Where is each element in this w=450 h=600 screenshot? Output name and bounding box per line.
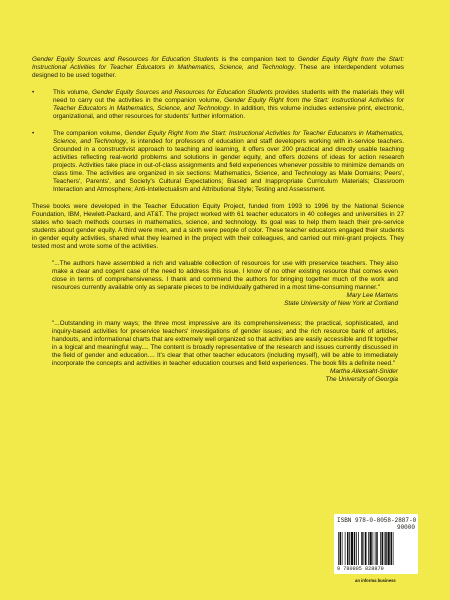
barcode-stripe [356, 532, 357, 565]
barcode-stripe [338, 532, 339, 565]
barcode-stripe [376, 532, 378, 565]
quote-text: "...The authors have assembled a rich and valuable collection of resources for use with preservice teachers. They also make a clear and cogent case of the need to address this issue. I know of no other existing resource that comes even close in terms of comprehensiveness. I thank and commend the authors for bringing together much of the work and resources currently available only as separate pieces to be individually gathered in a most time-consuming manner." [52, 260, 398, 291]
barcode-stripe [384, 532, 385, 565]
barcode-stripe [368, 532, 369, 565]
bullet-marker: • [32, 89, 35, 96]
bullet-text-part: . In addition, this volume includes extensive print, electronic, organizational, and other resources for students' further information. [53, 105, 404, 120]
bullet-text-part: provides students with the materials they will need to carry out the activities in the companion volume, [53, 89, 404, 104]
review-quote-2 [52, 320, 398, 384]
barcode-stripe [380, 532, 381, 565]
intro-text-1: is the companion text to [218, 56, 298, 63]
barcode-stripe [358, 532, 359, 565]
quote-author: Martha Allexsaht-Snider [330, 368, 398, 375]
isbn-barcode [334, 514, 418, 574]
barcode-stripe [375, 532, 376, 565]
bullet-companion-volume [32, 130, 404, 194]
bullet-book-title: Gender Equity Sources and Resources for Education Students [91, 89, 273, 96]
quote-text: "...Outstanding in many ways; the three most impressive are its comprehensiveness; the practical, sophisticated, and inquiry-based activities for preservice teachers' investigations of gender issues; and the rich resource bank of articles, handouts, and informational charts that are extremely well organized so that activities are easily accessible and fit together in a logical and meaningful way.... The content is broadly representative of the research and issues currently discussed in the field of gender and education.... It's clear that other teacher educators (including myself), will be able to immediately incorporate the concepts and activities in teacher education courses and field experiences. The book fills a definite need." [52, 320, 398, 367]
bullet-this-volume [32, 89, 404, 121]
bullet-text [53, 89, 404, 121]
price-code: 90000 [396, 524, 415, 531]
barcode-stripe [349, 532, 350, 565]
quote-affiliation: The University of Georgia [325, 376, 398, 383]
barcode-stripe [382, 532, 384, 565]
quote-author: Mary Lee Martens [346, 292, 398, 299]
barcode-stripe [345, 532, 346, 565]
intro-title-1: Gender Equity Sources and Resources for Education Students [32, 56, 219, 63]
barcode-digits: 9 780805 828870 [337, 566, 384, 572]
barcode-bars [338, 532, 414, 565]
barcode-stripe [347, 532, 349, 565]
publisher-tagline: an informa business [355, 578, 396, 583]
bullet-book-title: Gender Equity Right from the Start: Instructional Activities for Teacher Educators in Mathematics, Science, and Technology [53, 130, 404, 145]
barcode-stripe [354, 532, 356, 565]
bullet-text-part: This volume, [53, 89, 92, 96]
barcode-stripe [361, 532, 363, 565]
barcode-stripe [393, 532, 394, 565]
bullet-text [53, 130, 404, 194]
barcode-stripe [351, 532, 353, 565]
back-cover-text [32, 56, 404, 396]
barcode-stripe [391, 532, 393, 565]
bullet-text-part: , is intended for professors of education and staff developers working with in-service teachers. Grounded in a constructivist approach to teaching and learning, it offers over 200 practical and directly usable teaching activities reflecting real-world problems and solutions in gender equity, and offers dozens of ideas for action research projects. Activities take place in out-of-class assignments and field experiences whenever possible to minimize demands on class time. The activities are organized in six sections: Mathematics, Science, and Technology as Male Domains; Peers', Teachers', Parents', and Society's Cultural Expectations; Biased and Inappropriate Curriculum Materials; Classroom Interaction and Atmosphere; Anti-Intellectualism and Attributional Style; Testing and Assessment. [53, 138, 404, 193]
quote-affiliation: State University of New York at Cortland [284, 300, 398, 307]
bullet-book-title: Gender Equity Right from the Start: Instructional Activities for Teacher Educators in Mathematics, Science, and Technology [53, 97, 404, 112]
bullet-marker: • [32, 130, 35, 137]
barcode-stripe [342, 532, 343, 565]
barcode-stripe [365, 532, 367, 565]
barcode-stripe [373, 532, 374, 565]
barcode-stripe [370, 532, 372, 565]
project-history-paragraph: These books were developed in the Teacher Education Equity Project, funded from 1993 to 1996 by the National Science Foundation, IBM, Hewlett-Packard, and AT&T. The project worked with 61 teacher educators in 40 colleges and universities in 27 states who teach methods courses in mathematics, science, and technology. Its goal was to help them teach their pre-service students about gender equity. A third were men, and a sixth were people of color. These teacher educators engaged their students in gender equity activities, shared what they learned in the project with their colleagues, and carried out mini-grant projects. They tested most and wrote some of the activities. [32, 203, 404, 250]
barcode-stripe [340, 532, 342, 565]
barcode-stripe [364, 532, 365, 565]
bullet-text-part: The companion volume, [53, 130, 125, 137]
barcode-stripe [385, 532, 387, 565]
review-quote-1 [52, 260, 398, 308]
intro-paragraph [32, 56, 404, 80]
isbn-number: ISBN 978-0-8058-2887-0 [337, 517, 417, 524]
intro-text-2: . These are interdependent volumes designed to be used together. [32, 64, 404, 79]
barcode-stripe [388, 532, 390, 565]
intro-title-2: Gender Equity Right from the Start: Instructional Activities for Teacher Educators in Mathematics, Science, and Technology [32, 56, 405, 71]
